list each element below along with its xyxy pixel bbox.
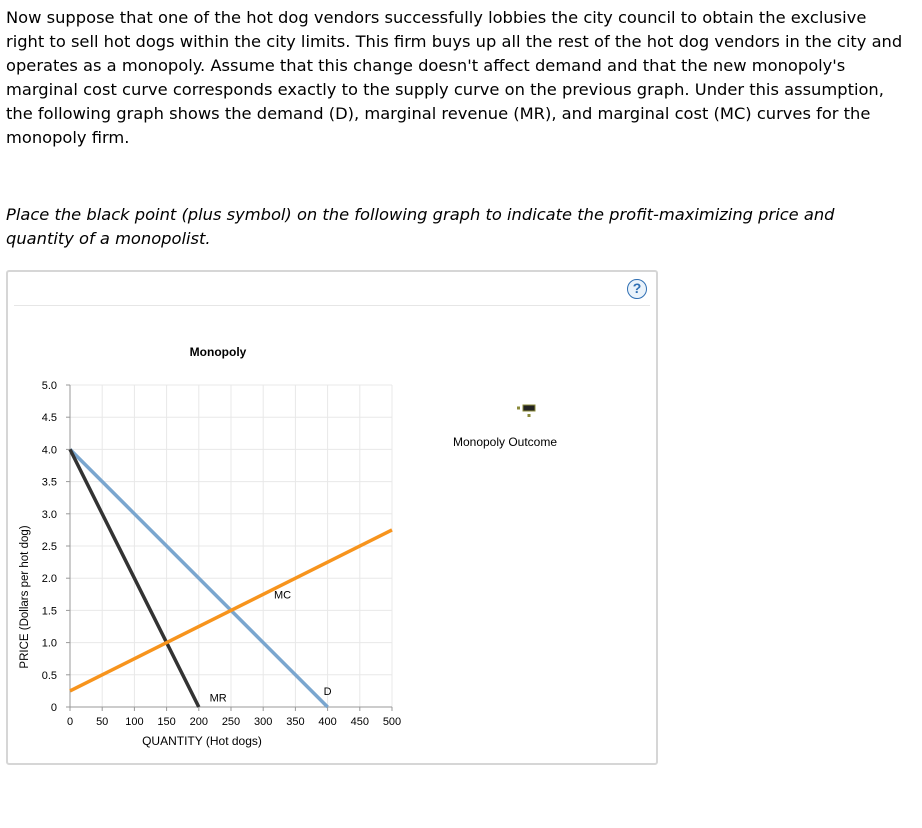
help-button[interactable]: ? xyxy=(627,279,647,299)
y-tick-label: 3.0 xyxy=(41,508,57,521)
plus-point-arm-left[interactable] xyxy=(517,407,520,410)
x-tick-label: 450 xyxy=(350,716,369,728)
x-tick-label: 350 xyxy=(286,716,305,728)
y-tick-label: 0 xyxy=(50,702,57,714)
monopoly-chart[interactable] xyxy=(8,272,656,763)
plus-point-body[interactable] xyxy=(523,405,535,411)
x-tick-label: 250 xyxy=(221,716,241,728)
x-tick-label: 50 xyxy=(96,716,109,728)
y-tick-label: 0.5 xyxy=(41,669,57,682)
y-tick-label: 1.5 xyxy=(41,605,57,618)
mc-curve-label: MC xyxy=(273,589,292,602)
x-axis-label: QUANTITY (Hot dogs) xyxy=(142,734,262,748)
x-tick-label: 100 xyxy=(125,716,144,728)
x-tick-label: 500 xyxy=(382,716,402,728)
y-tick-label: 4.5 xyxy=(41,412,57,425)
y-axis-label: PRICE (Dollars per hot dog) xyxy=(19,525,31,669)
y-tick-label: 2.5 xyxy=(41,541,57,553)
question-paragraph: Now suppose that one of the hot dog vendors successfully lobbies the city council to obtain the exclusive right to sell hot dogs within the city limits. This firm buys up all the rest of the hot dog vendors in the city and operates as a monopoly. Assume that this change doesn't affect demand and that the new monopoly's marginal cost curve corresponds exactly to the supply curve on the previous graph. Under this assumption, the following graph shows the demand (D), marginal revenue (MR), and marginal cost (MC) curves for the monopoly firm. xyxy=(6,8,903,147)
x-tick-label: 150 xyxy=(157,716,176,728)
plus-point-icon[interactable] xyxy=(517,405,535,417)
x-tick-label: 0 xyxy=(66,716,74,728)
monopoly-outcome-tool[interactable] xyxy=(453,405,557,449)
x-tick-label: 200 xyxy=(189,716,208,728)
x-tick-label: 400 xyxy=(318,716,337,728)
plus-point-arm-bottom[interactable] xyxy=(528,414,531,417)
x-tick-label: 300 xyxy=(254,716,273,728)
chart-title: Monopoly xyxy=(189,345,247,359)
y-tick-label: 5.0 xyxy=(41,380,57,392)
y-tick-label: 4.0 xyxy=(41,444,57,457)
graph-panel xyxy=(6,270,658,765)
d-curve-label: D xyxy=(323,685,332,698)
y-tick-label: 3.5 xyxy=(41,476,57,489)
y-tick-label: 2.0 xyxy=(41,573,57,586)
monopoly-outcome-label: Monopoly Outcome xyxy=(452,435,558,449)
y-tick-label: 1.0 xyxy=(41,637,57,650)
mr-curve-label: MR xyxy=(209,692,227,705)
question-instruction: Place the black point (plus symbol) on the following graph to indicate the profit-maximizing price and quantity of a monopolist. xyxy=(6,205,835,248)
